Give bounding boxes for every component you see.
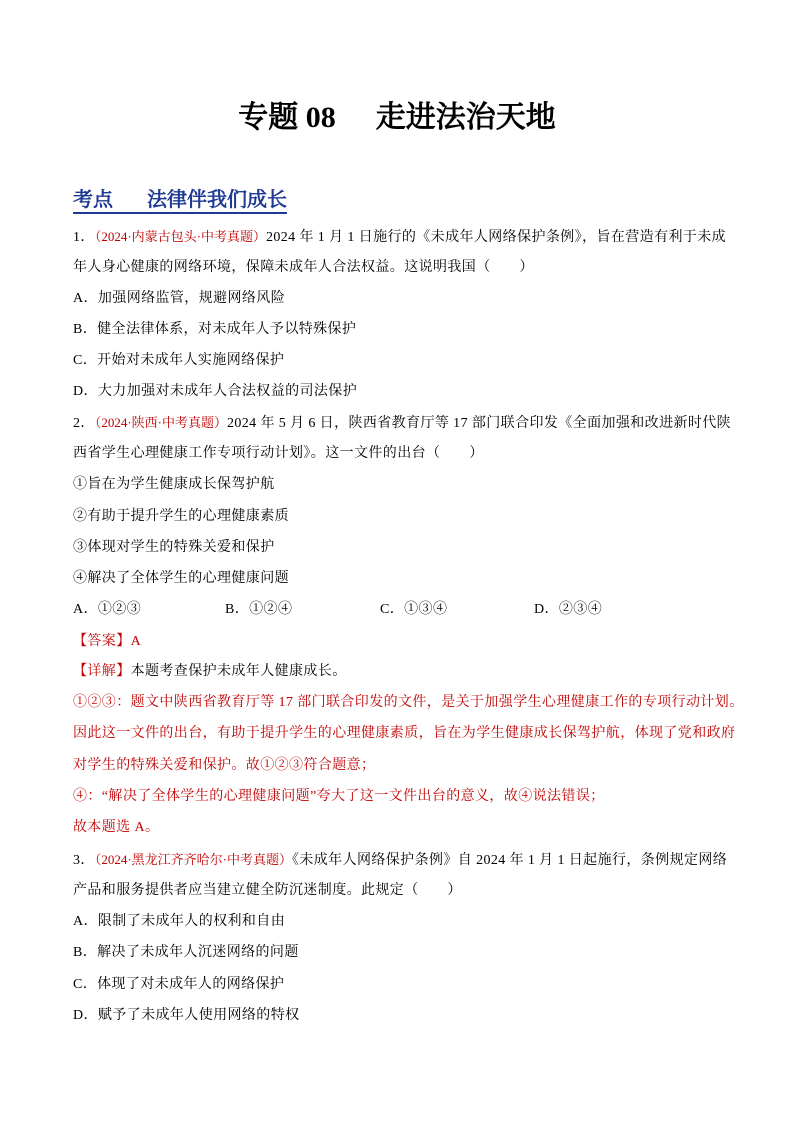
question-1-source: （2024·内蒙古包头·中考真题） [94, 229, 266, 244]
question-2-detail-line-4: ④：“解决了全体学生的心理健康问题”夸大了这一文件出台的意义，故④说法错误； [73, 789, 605, 804]
answer-value: A [130, 634, 142, 649]
question-2-option-a: A．①②③ [73, 602, 142, 617]
question-1-option-b: B．健全法律体系，对未成年人予以特殊保护 [73, 322, 357, 337]
title-name: 走进法治天地 [375, 101, 556, 134]
detail-intro-text: 本题考查保护未成年人健康成长。 [130, 664, 347, 679]
page-title [0, 98, 794, 138]
question-2-detail-line-2: 因此这一文件的出台，有助于提升学生的心理健康素质，旨在为学生健康成长保驾护航，体现了党和政府 [73, 726, 736, 741]
question-3-stem-line-1 [73, 849, 727, 871]
question-1-stem-text-1: 2024 年 1 月 1 日施行的《未成年人网络保护条例》，旨在营造有利于未成 [265, 230, 727, 245]
question-2-stem-text-1: 2024 年 5 月 6 日，陕西省教育厅等 17 部门联合印发《全面加强和改进新时代陕 [226, 416, 732, 431]
question-3-option-c: C．体现了对未成年人的网络保护 [73, 977, 285, 992]
question-1-option-d: D．大力加强对未成年人合法权益的司法保护 [73, 384, 358, 399]
question-2-option-c: C．①③④ [380, 602, 448, 617]
question-2-stem-line-1 [73, 412, 731, 434]
question-2-detail-line-3: 对学生的特殊关爱和保护。故①②③符合题意； [73, 758, 376, 773]
question-2-source: （2024·陕西·中考真题） [94, 415, 227, 430]
answer-label: 【答案】 [73, 634, 131, 649]
question-2-answer [73, 631, 141, 653]
question-3-option-b: B．解决了未成年人沉迷网络的问题 [73, 945, 299, 960]
question-1-stem-line-1 [73, 226, 726, 248]
question-1-option-c: C．开始对未成年人实施网络保护 [73, 353, 285, 368]
question-1-number: 1． [73, 230, 95, 245]
title-code: 专题 08 [238, 101, 336, 134]
question-1-stem-line-2: 年人身心健康的网络环境，保障未成年人合法权益。这说明我国（ ） [73, 260, 534, 275]
question-2-statement-4: ④解决了全体学生的心理健康问题 [73, 571, 289, 586]
question-2-statement-3: ③体现对学生的特殊关爱和保护 [73, 540, 275, 555]
question-3-stem-text-1: 《未成年人网络保护条例》自 2024 年 1 月 1 日起施行，条例规定网络 [291, 853, 728, 868]
question-3-option-a: A．限制了未成年人的权利和自由 [73, 914, 286, 929]
question-2-number: 2． [73, 416, 95, 431]
question-3-source: （2024·黑龙江齐齐哈尔·中考真题） [94, 852, 292, 867]
section-heading [73, 188, 287, 214]
question-3-option-d: D．赋予了未成年人使用网络的特权 [73, 1008, 300, 1023]
question-2-option-b: B．①②④ [225, 602, 293, 617]
question-2-detail-line-5: 故本题选 A。 [73, 820, 160, 835]
question-2-stem-line-2: 西省学生心理健康工作专项行动计划》。这一文件的出台（ ） [73, 446, 484, 461]
question-3-stem-line-2: 产品和服务提供者应当建立健全防沉迷制度。此规定（ ） [73, 883, 462, 898]
question-3-number: 3． [73, 853, 95, 868]
question-2-statement-2: ②有助于提升学生的心理健康素质 [73, 509, 289, 524]
section-name: 法律伴我们成长 [147, 189, 287, 211]
question-2-option-d: D．②③④ [534, 602, 603, 617]
question-1-option-a: A．加强网络监管，规避网络风险 [73, 291, 286, 306]
question-2-detail-line-1: ①②③：题文中陕西省教育厅等 17 部门联合印发的文件，是关于加强学生心理健康工作的专项行动计划。 [73, 695, 744, 710]
question-2-statement-1: ①旨在为学生健康成长保驾护航 [73, 477, 275, 492]
section-label: 考点 [73, 189, 113, 211]
detail-label: 【详解】 [73, 664, 131, 679]
question-2-detail-intro [73, 661, 347, 683]
